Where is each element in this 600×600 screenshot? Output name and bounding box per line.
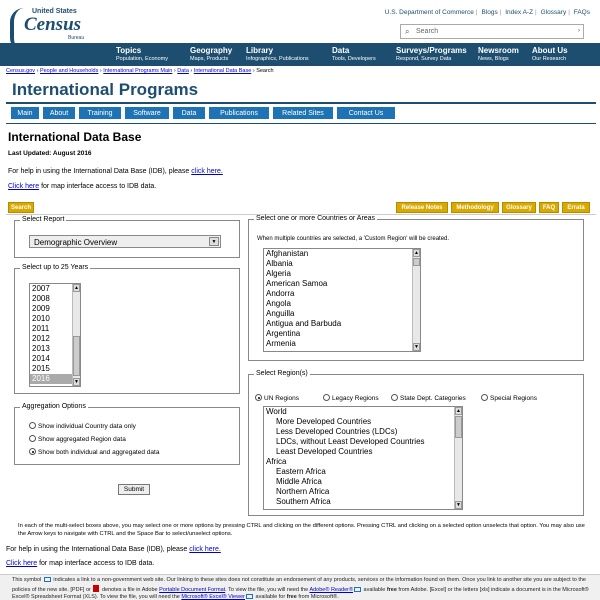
region-type-special[interactable] [481,394,537,402]
glossary-button[interactable]: Glossary [502,202,536,213]
country-option[interactable]: Algeria [266,269,291,278]
map-line-bottom [6,560,154,567]
countries-note: When multiple countries are selected, a 'Custom Region' will be created. [257,236,450,242]
logo-line3: Bureau [68,35,85,41]
region-type-label: UN Regions [264,395,300,402]
tab-related-sites[interactable]: Related Sites [272,106,334,120]
errata-button[interactable]: Errata [562,202,590,213]
nav-surveys-title: Surveys/Programs [396,46,467,55]
year-option[interactable]: 2013 [32,344,50,353]
scroll-thumb[interactable] [73,336,80,376]
nav-topics-sub: Population, Economy [116,56,168,62]
regions-listbox[interactable] [263,406,463,510]
map-text: for map interface access to IDB data. [39,183,157,190]
footer-text: available for [253,594,287,600]
help-line-bottom [6,546,221,553]
release-notes-button[interactable]: Release Notes [396,202,448,213]
region-option[interactable]: LDCs, without Least Developed Countries [276,437,425,446]
breadcrumb-people[interactable]: People and Households [39,68,99,74]
radio-selected-icon [29,448,36,455]
help-text: For help in using the International Data Base (IDB), please [6,546,190,553]
select-years-fieldset [14,264,240,394]
country-option[interactable]: Angola [266,299,291,308]
regions-fieldset [248,370,584,516]
scroll-up-icon[interactable]: ▲ [456,408,461,414]
radio-selected-icon [255,394,262,401]
help-link[interactable]: click here. [191,168,223,175]
chevron-down-icon: ▼ [209,237,219,246]
scroll-up-icon[interactable]: ▲ [74,285,79,291]
breadcrumb [6,68,274,74]
util-link-commerce[interactable]: U.S. Department of Commerce [384,9,474,16]
util-link-blogs[interactable]: Blogs [481,9,498,16]
footer-text: from Adobe. [Excel] or the letters [xls] indicate a document is in the Microsoft® Excel® Spreadsheet Format (XLS). To view the file, you will need the [12,586,589,600]
nav-about-sub: Our Research [532,56,567,62]
breadcrumb-sep: › [252,68,255,74]
help-text: For help in using the International Data Base (IDB), please [8,168,192,175]
year-option[interactable]: 2014 [32,354,50,363]
footer-text: [PDF] or [70,586,93,593]
select-report-fieldset [14,216,240,258]
util-link-faqs[interactable]: FAQs [573,9,590,16]
excel-viewer-link[interactable]: Microsoft® Excel® Viewer [181,594,245,600]
scroll-down-icon[interactable]: ▼ [74,379,79,385]
country-option[interactable]: Afghanistan [266,249,309,258]
idb-title: International Data Base [8,130,142,144]
external-link-icon [246,594,253,599]
radio-icon [481,394,488,401]
tab-software[interactable]: Software [124,106,170,120]
logo-line2: Census [24,14,82,35]
content-rule [6,123,596,124]
nav-data[interactable] [332,46,376,62]
aggregation-legend: Aggregation Options [22,403,86,410]
breadcrumb-census[interactable]: Census.gov [6,68,36,74]
site-search-input[interactable] [400,24,584,39]
breadcrumb-data[interactable]: Data [177,68,189,74]
map-link[interactable]: Click here [8,183,40,190]
pdf-icon [93,585,99,592]
map-line [8,183,156,190]
scroll-thumb[interactable] [413,258,420,266]
footer-text: This symbol [12,577,43,583]
region-type-state-dept[interactable] [391,394,466,402]
nav-newsroom-sub: News, Blogs [478,56,509,62]
util-link-glossary[interactable]: Glossary [540,9,567,16]
nav-library-title: Library [246,46,274,55]
country-option[interactable]: Anguilla [266,309,295,318]
nav-surveys[interactable] [396,46,467,62]
radio-icon [29,422,36,429]
tab-data[interactable]: Data [172,106,206,120]
last-updated: Last Updated: August 2016 [8,150,92,157]
country-option[interactable]: Antigua and Barbuda [266,319,342,328]
region-type-label: Special Regions [490,395,537,402]
agg-option-label: Show individual Country data only [38,423,136,430]
nav-topics-title: Topics [116,46,142,55]
nav-geography-sub: Maps, Products [190,56,229,62]
footer-free: free [286,594,297,600]
util-link-index[interactable]: Index A-Z [505,9,534,16]
years-scrollbar[interactable] [72,284,80,386]
region-type-label: Legacy Regions [332,395,379,402]
breadcrumb-sep: › [36,68,39,74]
year-option[interactable]: 2015 [32,364,50,373]
region-option[interactable]: Middle Africa [276,477,322,486]
region-option[interactable]: Less Developed Countries (LDCs) [276,427,398,436]
footer-text: denotes a file in Adobe [100,586,160,593]
region-option[interactable]: Africa [266,457,287,466]
footer-text: available [362,586,387,593]
multiselect-instructions: In each of the multi-select boxes above, you may select one or more options by pressing CTRL and clicking on the different options. Pressing CTRL and clicking on a selected option unselects that option. You may also use the Arrow keys to navigate with CTRL and the Space Bar to select/unselect options. [18,523,585,537]
adobe-reader-link[interactable]: Adobe® Reader® [309,586,354,593]
breadcrumb-sep: › [190,68,193,74]
year-option[interactable]: 2007 [32,284,50,293]
nav-data-title: Data [332,46,350,55]
countries-legend: Select one or more Countries or Areas [256,215,376,222]
tab-main[interactable]: Main [10,106,40,120]
breadcrumb-sep: › [173,68,176,74]
countries-fieldset [248,215,584,361]
regions-scrollbar[interactable] [454,407,462,509]
breadcrumb-idb[interactable]: International Data Base [193,68,252,74]
radio-icon [323,394,330,401]
logo-line1: United States [32,8,77,15]
search-tab-button[interactable]: Search [8,202,34,213]
region-type-legacy[interactable] [323,394,379,402]
breadcrumb-ipc-main[interactable]: International Programs Main [103,68,173,74]
agg-option-label: Show both individual and aggregated data [38,449,160,456]
country-option[interactable]: Armenia [266,339,296,348]
footer-disclaimer [12,577,592,600]
region-option[interactable]: World [266,407,287,416]
year-option-selected[interactable]: 2016 [30,374,80,384]
region-option[interactable]: Southern Africa [276,497,331,506]
scroll-thumb[interactable] [455,416,462,438]
years-listbox[interactable] [29,283,81,387]
help-line [8,168,223,175]
methodology-button[interactable]: Methodology [451,202,499,213]
year-option[interactable]: 2010 [32,314,50,323]
region-option[interactable]: Least Developed Countries [276,447,373,456]
scroll-up-icon[interactable]: ▲ [414,250,419,256]
country-option[interactable]: American Samoa [266,279,328,288]
report-select-value: Demographic Overview [34,238,118,247]
region-type-un[interactable] [255,394,299,402]
nav-library-sub: Infographics, Publications [246,56,309,62]
nav-left-band [0,43,110,66]
region-option[interactable]: Northern Africa [276,487,330,496]
radio-icon [391,394,398,401]
aggregation-fieldset [14,403,240,465]
region-option[interactable]: More Developed Countries [276,417,372,426]
search-go-icon[interactable]: › [578,28,580,34]
country-option[interactable]: Albania [266,259,293,268]
utility-links: U.S. Department of Commerce | Blogs | Index A-Z | Glossary | FAQs [384,9,590,16]
search-icon: ⌕ [405,27,410,36]
footer-free: free [386,586,397,593]
nav-surveys-sub: Respond, Survey Data [396,56,452,62]
site-footer [0,574,600,600]
countries-listbox[interactable] [263,248,421,352]
country-option[interactable]: Argentina [266,329,301,338]
footer-text: from Microsoft®. [296,594,339,600]
agg-option-both[interactable] [29,448,159,456]
select-years-legend: Select up to 25 Years [22,264,89,271]
title-rule [6,102,596,104]
submit-button[interactable]: Submit [118,484,150,495]
map-link[interactable]: Click here [6,560,38,567]
countries-scrollbar[interactable] [412,249,420,351]
page-title-bar [6,78,596,104]
page-title: International Programs [12,80,199,99]
nav-about-title: About Us [532,46,568,55]
site-header [0,0,600,66]
tab-training[interactable]: Training [78,106,122,120]
footer-text: indicates a link to a non-government web site. Our linking to these sites does not constitute an endorsement of any products, services or the information found on them. Once you link to another site you are subject to the policies of the new site. [12,577,586,593]
map-text: for map interface access to IDB data. [37,560,155,567]
year-option[interactable]: 2009 [32,304,50,313]
country-option[interactable]: Andorra [266,289,295,298]
agg-option-region[interactable] [29,435,126,443]
faq-button[interactable]: FAQ [539,202,559,213]
main-nav [110,43,600,66]
footer-text: . To view the file, you will need the [225,586,310,593]
agg-option-country[interactable] [29,422,136,430]
tab-contact-us[interactable]: Contact Us [336,106,396,120]
year-option[interactable]: 2012 [32,334,50,343]
nav-library[interactable] [246,46,309,62]
select-report-legend: Select Report [22,216,65,223]
region-option[interactable]: Eastern Africa [276,467,326,476]
breadcrumb-current: Search [256,68,274,74]
scroll-down-icon[interactable]: ▼ [456,502,461,508]
search-placeholder: Search [416,28,439,35]
regions-legend: Select Region(s) [256,370,308,377]
radio-icon [29,435,36,442]
region-type-label: State Dept. Categories [400,395,466,402]
breadcrumb-sep: › [99,68,102,74]
external-link-icon [44,577,51,582]
nav-newsroom-title: Newsroom [478,46,519,55]
scroll-down-icon[interactable]: ▼ [414,344,419,350]
pdf-format-link[interactable]: Portable Document Format [159,586,226,593]
year-option[interactable]: 2008 [32,294,50,303]
nav-topics[interactable] [116,46,168,62]
nav-newsroom[interactable] [478,46,519,62]
help-link[interactable]: click here. [189,546,221,553]
nav-data-sub: Tools, Developers [332,56,376,62]
tab-about[interactable]: About [42,106,76,120]
tab-publications[interactable]: Publications [208,106,270,120]
tool-bar [6,200,596,215]
report-select[interactable] [29,235,221,248]
nav-about[interactable] [532,46,568,62]
nav-geography[interactable] [190,46,232,62]
agg-option-label: Show aggregated Region data [38,436,126,443]
year-option[interactable]: 2011 [32,324,50,333]
nav-geography-title: Geography [190,46,233,55]
external-link-icon [354,587,361,592]
